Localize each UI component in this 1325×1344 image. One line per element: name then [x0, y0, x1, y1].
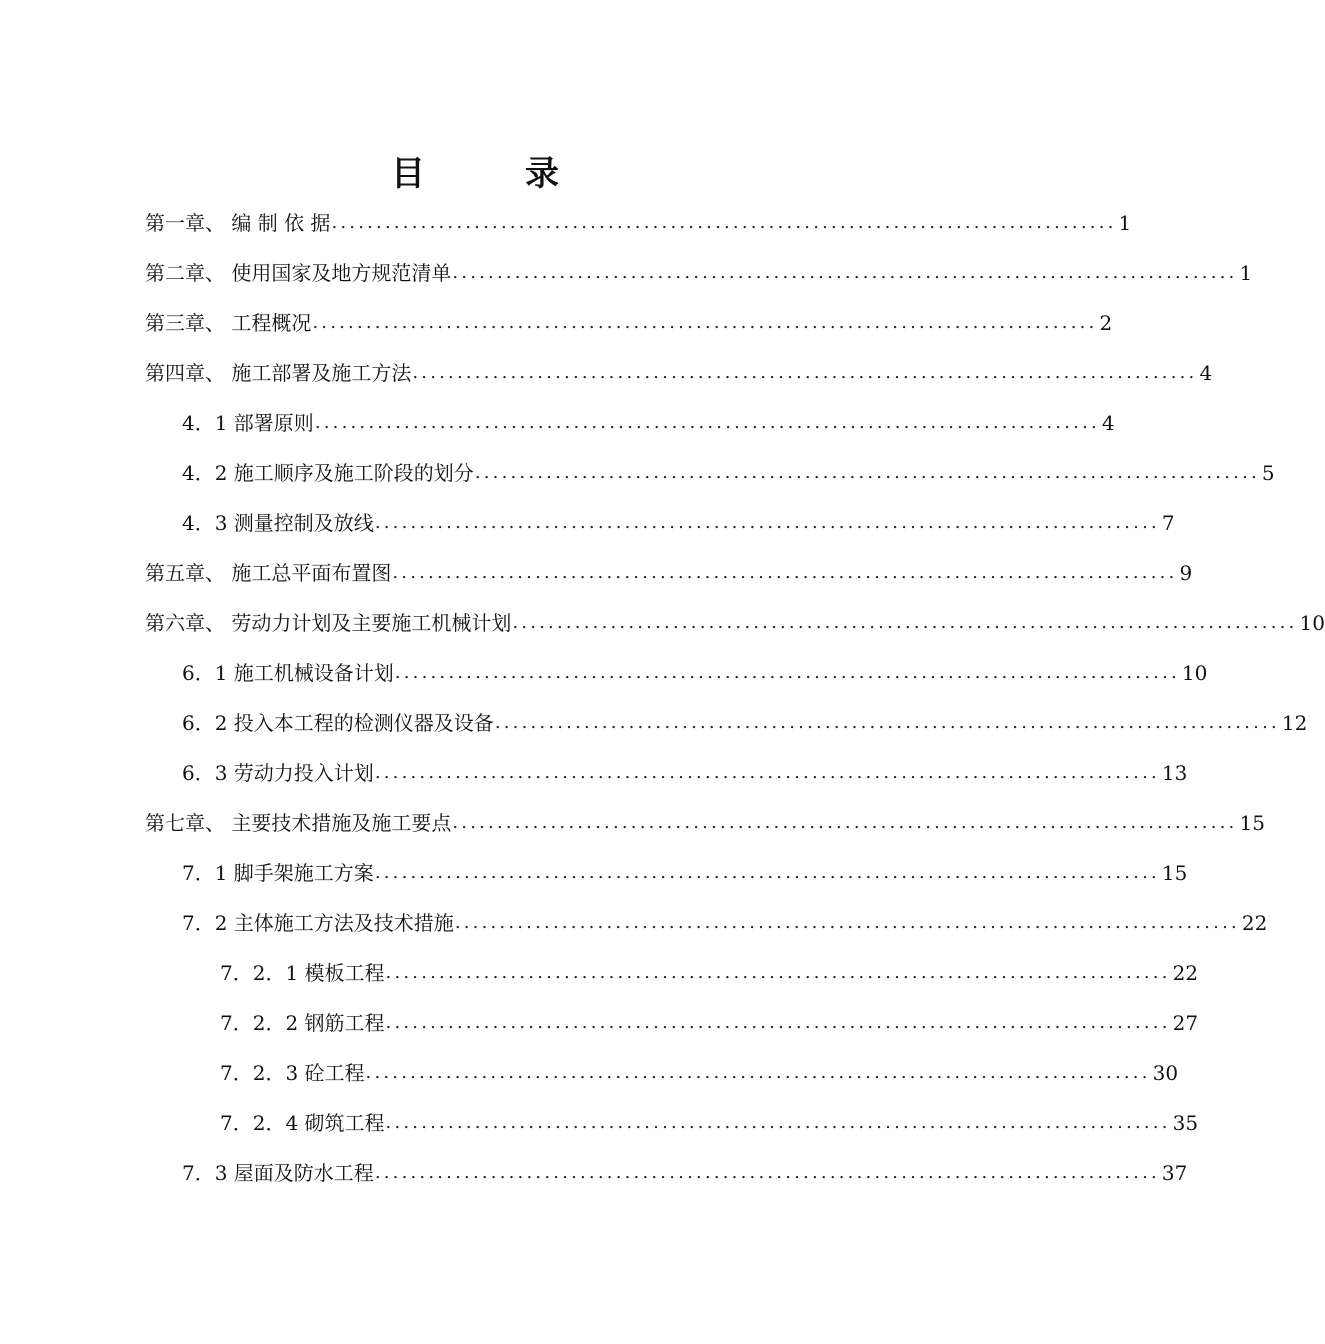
- toc-entry-label: 7．1 脚手架施工方案: [182, 861, 374, 885]
- toc-entry[interactable]: [145, 258, 1253, 288]
- dot-leader: ........................................................................................: [365, 1062, 1151, 1083]
- toc-entry-label: 第五章、 施工总平面布置图: [145, 561, 392, 585]
- dot-leader: ........................................................................................: [494, 712, 1280, 733]
- toc-entry-page: 35: [1172, 1111, 1199, 1135]
- toc-entry-page: 15: [1239, 811, 1265, 835]
- dot-leader: ........................................................................................: [392, 562, 1178, 583]
- dot-leader: ........................................................................................: [474, 462, 1260, 483]
- toc-entry-page: 15: [1161, 861, 1188, 885]
- toc-entry-page: 27: [1172, 1011, 1199, 1035]
- toc-entry[interactable]: [220, 1008, 1199, 1038]
- toc-entry-page: 7: [1161, 511, 1175, 535]
- toc-entry-page: 1: [1118, 211, 1132, 235]
- toc-entry[interactable]: [145, 308, 1113, 338]
- toc-entry-label: 第二章、 使用国家及地方规范清单: [145, 261, 452, 285]
- toc-entry[interactable]: [145, 808, 1265, 838]
- toc-entry-page: 5: [1261, 461, 1275, 485]
- toc-entry-label: 第三章、 工程概况: [145, 311, 312, 335]
- dot-leader: ........................................................................................: [412, 362, 1198, 383]
- dot-leader: ........................................................................................: [331, 212, 1117, 233]
- toc-entry[interactable]: [182, 1158, 1188, 1188]
- dot-leader: ........................................................................................: [374, 1162, 1160, 1183]
- toc-entry-label: 4．1 部署原则: [182, 411, 314, 435]
- toc-entry-page: 22: [1172, 961, 1199, 985]
- toc-entry-label: 第六章、 劳动力计划及主要施工机械计划: [145, 611, 512, 635]
- toc-entry[interactable]: [182, 858, 1188, 888]
- dot-leader: ........................................................................................: [374, 762, 1160, 783]
- toc-entry[interactable]: [145, 358, 1213, 388]
- toc-entry[interactable]: [220, 1108, 1199, 1138]
- toc-entry-page: 4: [1199, 361, 1213, 385]
- toc-entry[interactable]: [145, 208, 1132, 238]
- toc-entry-label: 4．2 施工顺序及施工阶段的划分: [182, 461, 474, 485]
- toc-entry-label: 7．2．4 砌筑工程: [220, 1111, 385, 1135]
- title-char-2: 录: [525, 154, 559, 194]
- toc-entry-label: 第四章、 施工部署及施工方法: [145, 361, 412, 385]
- toc-entry-page: 9: [1179, 561, 1193, 585]
- toc-entry-label: 6．3 劳动力投入计划: [182, 761, 374, 785]
- dot-leader: ........................................................................................: [385, 1012, 1171, 1033]
- toc-entry[interactable]: [145, 608, 1325, 638]
- toc-entry[interactable]: [220, 958, 1199, 988]
- toc-entry-page: 1: [1239, 261, 1253, 285]
- toc-entry-page: 22: [1241, 911, 1268, 935]
- dot-leader: ........................................................................................: [452, 812, 1238, 833]
- toc-entry[interactable]: [182, 758, 1188, 788]
- toc-entry-page: 37: [1161, 1161, 1188, 1185]
- toc-entry[interactable]: [182, 708, 1308, 738]
- toc-entry-label: 第七章、 主要技术措施及施工要点: [145, 811, 452, 835]
- toc-entry[interactable]: [182, 508, 1175, 538]
- toc-entry[interactable]: [145, 558, 1193, 588]
- page-title: [0, 146, 950, 195]
- dot-leader: ........................................................................................: [374, 862, 1160, 883]
- toc-entry-page: 2: [1099, 311, 1113, 335]
- toc-entry-label: 第一章、 编 制 依 据: [145, 211, 331, 235]
- dot-leader: ........................................................................................: [454, 912, 1240, 933]
- toc-entry-page: 13: [1161, 761, 1188, 785]
- toc-entry-label: 7．3 屋面及防水工程: [182, 1161, 374, 1185]
- toc-entry[interactable]: [220, 1058, 1179, 1088]
- toc-entry-label: 7．2．3 砼工程: [220, 1061, 365, 1085]
- toc-entry-page: 10: [1299, 611, 1325, 635]
- toc-entry-page: 10: [1181, 661, 1208, 685]
- dot-leader: ........................................................................................: [394, 662, 1180, 683]
- toc-entry-label: 6．2 投入本工程的检测仪器及设备: [182, 711, 494, 735]
- toc-entry-page: 4: [1101, 411, 1115, 435]
- toc-entry[interactable]: [182, 908, 1268, 938]
- dot-leader: ........................................................................................: [385, 1112, 1171, 1133]
- dot-leader: ........................................................................................: [452, 262, 1238, 283]
- toc-entry-label: 7．2 主体施工方法及技术措施: [182, 911, 454, 935]
- toc-entry[interactable]: [182, 458, 1275, 488]
- dot-leader: ........................................................................................: [512, 612, 1298, 633]
- toc-entry-page: 12: [1281, 711, 1308, 735]
- title-char-1: 目: [391, 154, 425, 194]
- toc-entry[interactable]: [182, 408, 1115, 438]
- toc-entry-page: 30: [1152, 1061, 1179, 1085]
- toc-entry-label: 6．1 施工机械设备计划: [182, 661, 394, 685]
- toc-entry-label: 7．2．2 钢筋工程: [220, 1011, 385, 1035]
- toc-entry-label: 4．3 测量控制及放线: [182, 511, 374, 535]
- dot-leader: ........................................................................................: [385, 962, 1171, 983]
- toc-entry-label: 7．2．1 模板工程: [220, 961, 385, 985]
- dot-leader: ........................................................................................: [312, 312, 1098, 333]
- dot-leader: ........................................................................................: [314, 412, 1100, 433]
- dot-leader: ........................................................................................: [374, 512, 1160, 533]
- toc-entry[interactable]: [182, 658, 1208, 688]
